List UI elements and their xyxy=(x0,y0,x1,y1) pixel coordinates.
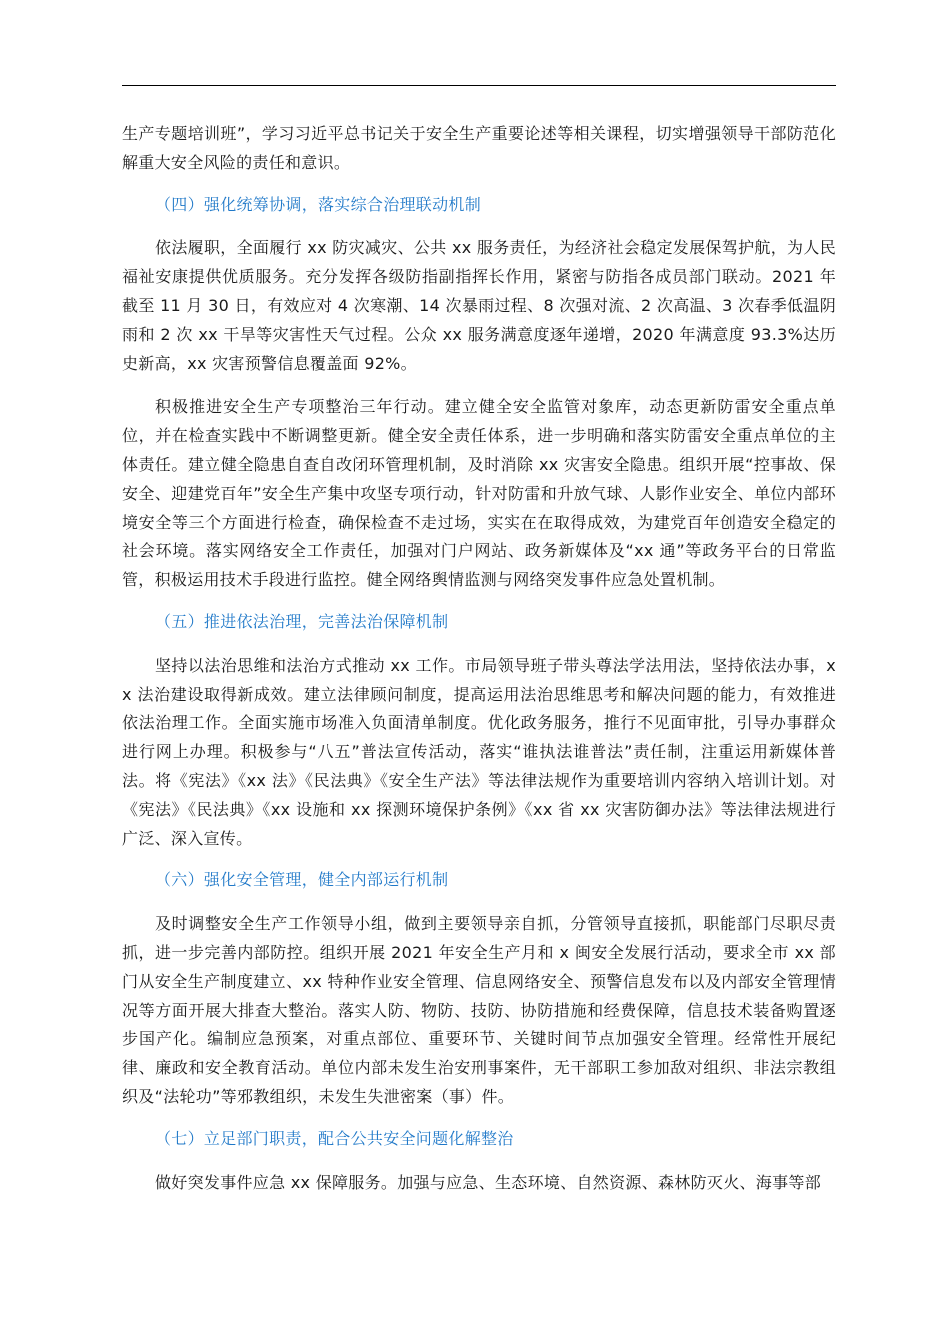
section-heading-7: （七）立足部门职责，配合公共安全问题化解整治 xyxy=(155,1128,514,1148)
header-rule xyxy=(122,85,836,86)
paragraph-7: 做好突发事件应急 xx 保障服务。加强与应急、生态环境、自然资源、森林防灭火、海事等部 xyxy=(155,1172,822,1192)
paragraph-4a: 依法履职，全面履行 xx 防灾减灾、公共 xx 服务责任，为经济社会稳定发展保驾护航，为人民福祉安康提供优质服务。充分发挥各级防指副指挥长作用，紧密与防指各成员部门联动。2021 年截至 11 月 30 日，有效应对 4 次寒潮、14 次暴雨过程、8 次强对流、2 次高温、3 次春季低温阴雨和 2 次 xx 干旱等灾害性天气过程。公众 xx 服务满意度逐年递增，2020 年满意度 93.3%达历史新高，xx 灾害预警信息覆盖面 92%。 xyxy=(122,238,836,373)
paragraph-5: 坚持以法治思维和法治方式推动 xx 工作。市局领导班子带头尊法学法用法，坚持依法办事，xx 法治建设取得新成效。建立法律顾问制度，提高运用法治思维思考和解决问题的能力，有效推进依法治理工作。全面实施市场准入负面清单制度。优化政务服务，推行不见面审批，引导办事群众进行网上办理。积极参与“八五”普法宣传活动，落实“谁执法谁普法”责任制，注重运用新媒体普法。将《宪法》《xx 法》《民法典》《安全生产法》等法律法规作为重要培训内容纳入培训计划。对《宪法》《民法典》《xx 设施和 xx 探测环境保护条例》《xx 省 xx 灾害防御办法》等法律法规进行广泛、深入宣传。 xyxy=(122,655,836,848)
section-heading-5: （五）推进依法治理，完善法治保障机制 xyxy=(155,611,449,631)
section-heading-4: （四）强化统筹协调，落实综合治理联动机制 xyxy=(155,194,482,214)
section-heading-6: （六）强化安全管理，健全内部运行机制 xyxy=(155,870,449,890)
paragraph-continuation: 生产专题培训班”，学习习近平总书记关于安全生产重要论述等相关课程，切实增强领导干部防范化解重大安全风险的责任和意识。 xyxy=(122,124,836,172)
paragraph-4b: 积极推进安全生产专项整治三年行动。建立健全安全监管对象库，动态更新防雷安全重点单位，并在检查实践中不断调整更新。健全安全责任体系，进一步明确和落实防雷安全重点单位的主体责任。建立健全隐患自查自改闭环管理机制，及时消除 xx 灾害安全隐患。组织开展“控事故、保安全、迎建党百年”安全生产集中攻坚专项行动，针对防雷和升放气球、人影作业安全、单位内部环境安全等三个方面进行检查，确保检查不走过场，实实在在取得成效，为建党百年创造安全稳定的社会环境。落实网络安全工作责任，加强对门户网站、政务新媒体及“xx 通”等政务平台的日常监管，积极运用技术手段进行监控。健全网络舆情监测与网络突发事件应急处置机制。 xyxy=(122,397,836,590)
paragraph-6: 及时调整安全生产工作领导小组，做到主要领导亲自抓，分管领导直接抓，职能部门尽职尽责抓，进一步完善内部防控。组织开展 2021 年安全生产月和 x 闽安全发展行活动，要求全市 xx 部门从安全生产制度建立、xx 特种作业安全管理、信息网络安全、预警信息发布以及内部安全管理情况等方面开展大排查大整治。落实人防、物防、技防、协防措施和经费保障，信息技术装备购置逐步国产化。编制应急预案，对重点部位、重要环节、关键时间节点加强安全管理。经常性开展纪律、廉政和安全教育活动。单位内部未发生治安刑事案件，无干部职工参加敌对组织、非法宗教组织及“法轮功”等邪教组织，未发生失泄密案（事）件。 xyxy=(122,914,836,1106)
document-body xyxy=(122,120,836,1197)
